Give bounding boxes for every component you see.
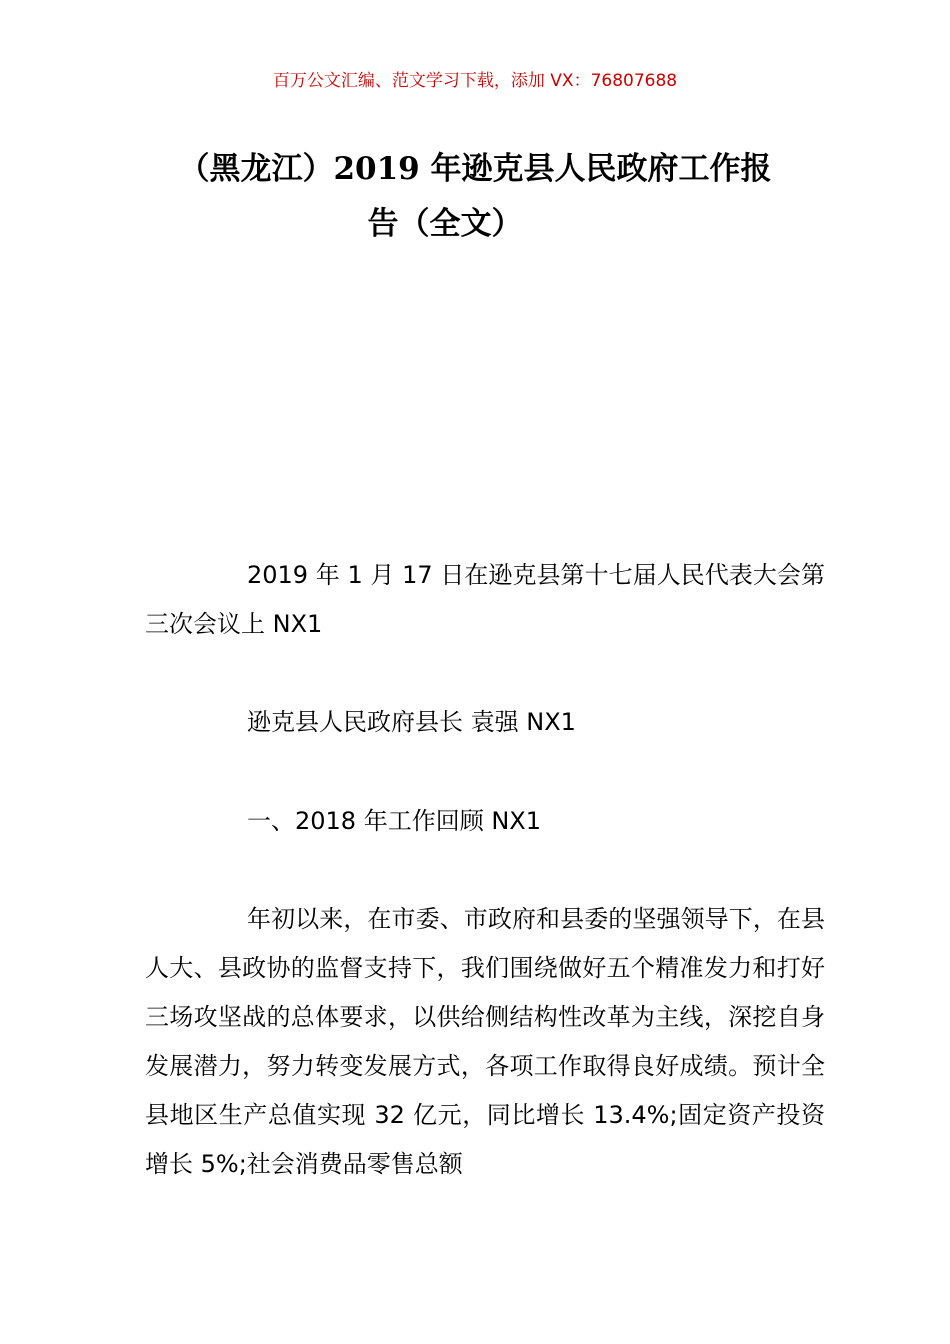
title-line-2: 告（全文）	[367, 206, 523, 242]
meeting-info-paragraph: 2019 年 1 月 17 日在逊克县第十七届人民代表大会第三次会议上 NX1	[145, 561, 825, 638]
document-title	[140, 142, 810, 252]
title-line-1: （黑龙江）2019 年逊克县人民政府工作报	[178, 151, 772, 187]
section-heading-paragraph: 一、2018 年工作回顾 NX1	[247, 807, 541, 835]
promo-header-note: 百万公文汇编、范文学习下载，添加 VX：76807688	[272, 71, 678, 91]
review-body-paragraph: 年初以来，在市委、市政府和县委的坚强领导下，在县人大、县政协的监督支持下，我们围绕做好五个精准发力和打好三场攻坚战的总体要求，以供给侧结构性改革为主线，深挖自身发展潜力，努力转变发展方式，各项工作取得良好成绩。预计全县地区生产总值实现 32 亿元，同比增长 13.4%;固定资产投资增长 5%;社会消费品零售总额	[145, 905, 825, 1178]
speaker-paragraph: 逊克县人民政府县长 袁强 NX1	[247, 708, 576, 736]
